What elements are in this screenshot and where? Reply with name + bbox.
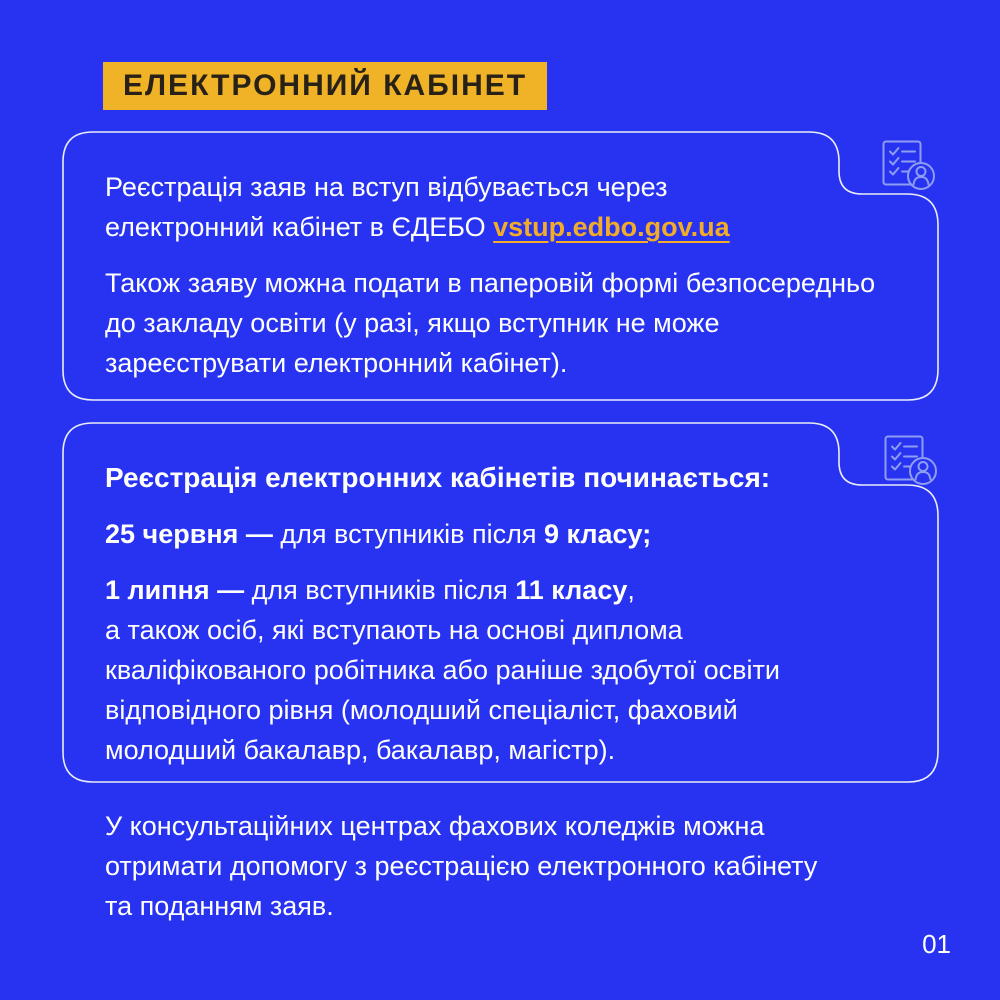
card2-heading-text: Реєстрація електронних кабінетів починається: [105,462,771,493]
edbo-link[interactable]: vstup.edbo.gov.ua [493,212,730,242]
item2-comma: , [627,575,635,605]
item2-dash: — [209,575,252,605]
card-cabinet-registration [62,131,939,401]
item2-grade: 11 класу [515,575,628,605]
card2-date-item-1 [105,514,805,554]
item1-grade: 9 класу; [544,519,652,549]
item1-dash: — [238,519,281,549]
card-registration-dates [62,422,939,783]
page-title-badge [103,62,547,110]
card1-content [105,167,905,383]
card2-date-item-2 [105,570,805,770]
card1-paragraph-1 [105,167,795,247]
card2-heading [105,458,805,498]
card2-content [105,458,805,770]
item2-text: для вступників після [251,575,516,605]
card1-paragraph-1-text: Реєстрація заяв на вступ відбувається через електронний кабінет в ЄДЕБО [105,172,668,242]
item2-date: 1 липня [105,575,210,605]
card1-paragraph-2-text: Також заяву можна подати в паперовій формі безпосередньо до закладу освіти (у разі, якщо вступник не може зареєструвати електронний кабінет). [105,268,876,378]
item2-rest: а також осіб, які вступають на основі диплома кваліфікованого робітника або раніше здобутої освіти відповідного рівня (молодший спеціаліст, фаховий молодший бакалавр, бакалавр, магістр). [105,615,780,765]
page-title: ЕЛЕКТРОННИЙ КАБІНЕТ [123,69,528,102]
footer-paragraph-text: У консультаційних центрах фахових коледжів можна отримати допомогу з реєстрацією електронного кабінету та поданням заяв. [105,811,818,921]
page-number: 01 [922,929,951,959]
item1-text: для вступників після [280,519,545,549]
footer-paragraph [105,806,850,926]
card1-paragraph-2 [105,263,905,383]
item1-date: 25 червня [105,519,239,549]
checklist-person-icon [884,435,938,485]
